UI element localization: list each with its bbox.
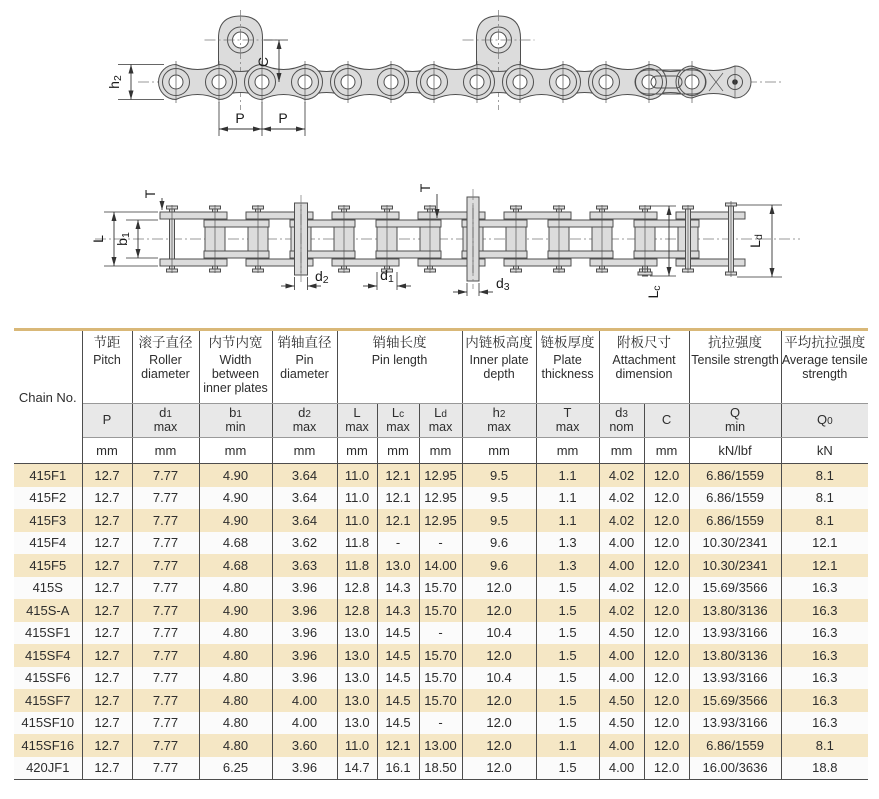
value-cell: 12.95 [419,464,462,487]
value-cell: 4.80 [199,577,272,600]
value-cell: 1.1 [536,464,599,487]
value-cell: 12.7 [82,712,132,735]
page [0,2,879,799]
value-cell: 16.3 [781,712,868,735]
value-cell: 3.60 [272,734,337,757]
value-cell: 4.50 [599,622,644,645]
value-cell: 4.80 [199,734,272,757]
chain-no-cell: 415SF10 [14,712,82,735]
value-cell: 12.7 [82,532,132,555]
value-cell: 12.1 [377,464,419,487]
group-label-zh: 销轴直径 [277,335,332,350]
value-cell: 15.70 [419,599,462,622]
value-cell: 8.1 [781,734,868,757]
value-cell: 12.0 [462,577,536,600]
value-cell: 12.0 [462,689,536,712]
group-label-zh: 节距 [93,335,121,350]
value-cell: 12.0 [644,599,689,622]
group-label-zh: 内链板高度 [465,335,533,350]
dim-label-d3: d3 [496,275,510,293]
value-cell: 1.5 [536,712,599,735]
value-cell: 4.68 [199,554,272,577]
value-cell: 14.5 [377,644,419,667]
plan-view-diagram [0,168,879,318]
group-label-en: Pin length [371,353,428,367]
value-cell: 4.80 [199,689,272,712]
value-cell: 11.0 [337,734,377,757]
value-cell: 16.1 [377,757,419,780]
value-cell: 4.80 [199,622,272,645]
value-cell: 4.02 [599,599,644,622]
value-cell: 7.77 [132,667,199,690]
value-cell: 3.96 [272,644,337,667]
value-cell: 9.5 [462,464,536,487]
value-cell: 13.0 [337,622,377,645]
group-label-en: Tensile strength [691,353,779,367]
value-cell: 7.77 [132,644,199,667]
chain-no-cell: 415S-A [14,599,82,622]
value-cell: 1.5 [536,689,599,712]
column-unit: mm [462,438,536,464]
value-cell: 12.7 [82,734,132,757]
column-unit: mm [419,438,462,464]
chain-no-cell: 415F2 [14,487,82,510]
value-cell: 12.0 [644,622,689,645]
value-cell: 3.63 [272,554,337,577]
table-row [14,509,868,532]
dim-label-c: C [255,56,271,68]
column-group [689,330,781,404]
value-cell: 6.86/1559 [689,734,781,757]
header-symbol-row [14,404,868,438]
column-symbol: Lc max [377,404,419,438]
column-unit: mm [199,438,272,464]
value-cell: 12.7 [82,599,132,622]
value-cell: 12.1 [377,487,419,510]
value-cell: 12.7 [82,509,132,532]
chain-no-cell: 415F3 [14,509,82,532]
value-cell: 16.3 [781,622,868,645]
column-unit: mm [599,438,644,464]
group-label-en: Attachment dimension [612,353,676,381]
value-cell: 1.1 [536,734,599,757]
value-cell: 12.0 [644,689,689,712]
dim-label-t2: T [417,183,433,193]
value-cell: 15.70 [419,667,462,690]
value-cell: 16.3 [781,667,868,690]
value-cell: 12.7 [82,487,132,510]
value-cell: 16.3 [781,689,868,712]
column-symbol: C [644,404,689,438]
value-cell: 12.0 [644,644,689,667]
value-cell: 7.77 [132,622,199,645]
value-cell: - [419,532,462,555]
value-cell: 13.0 [337,712,377,735]
column-group [272,330,337,404]
value-cell: 14.5 [377,622,419,645]
value-cell: 4.00 [599,554,644,577]
column-group [199,330,272,404]
dim-label-l: L [90,235,106,243]
value-cell: 3.96 [272,599,337,622]
column-group [337,330,462,404]
value-cell: 4.90 [199,487,272,510]
value-cell: 4.68 [199,532,272,555]
column-symbol: P [82,404,132,438]
side-view-diagram [0,2,879,162]
value-cell: 10.30/2341 [689,532,781,555]
value-cell: 16.3 [781,577,868,600]
value-cell: - [419,712,462,735]
column-unit: mm [132,438,199,464]
table-body [14,464,868,780]
chain-no-cell: 415SF4 [14,644,82,667]
value-cell: 7.77 [132,712,199,735]
value-cell: 4.00 [272,712,337,735]
value-cell: 4.80 [199,644,272,667]
value-cell: 7.77 [132,509,199,532]
spec-table [14,328,868,780]
group-label-en: Inner plate depth [469,353,529,381]
value-cell: 12.7 [82,757,132,780]
column-unit: mm [82,438,132,464]
value-cell: 9.5 [462,509,536,532]
column-symbol: d2 max [272,404,337,438]
dim-label-p2: P [278,110,288,126]
value-cell: 12.7 [82,689,132,712]
value-cell: 12.95 [419,487,462,510]
table-row [14,712,868,735]
column-group [132,330,199,404]
value-cell: 1.5 [536,599,599,622]
group-label-en: Plate thickness [541,353,594,381]
value-cell: 3.64 [272,464,337,487]
value-cell: 6.86/1559 [689,487,781,510]
value-cell: 12.0 [644,734,689,757]
value-cell: 12.1 [377,734,419,757]
value-cell: 4.00 [599,532,644,555]
value-cell: 12.0 [462,599,536,622]
column-unit: kN/lbf [689,438,781,464]
table-row [14,667,868,690]
value-cell: 18.8 [781,757,868,780]
group-label-en: Width between inner plates [203,353,268,395]
group-label-zh: 平均抗拉强度 [784,335,866,350]
value-cell: 4.00 [599,667,644,690]
value-cell: 8.1 [781,464,868,487]
column-symbol: L max [337,404,377,438]
column-symbol: Q0 [781,404,868,438]
value-cell: 7.77 [132,757,199,780]
value-cell: 15.70 [419,644,462,667]
chain-no-cell: 415S [14,577,82,600]
value-cell: 9.6 [462,532,536,555]
table-row [14,577,868,600]
value-cell: 13.80/3136 [689,644,781,667]
value-cell: 4.80 [199,712,272,735]
value-cell: 15.69/3566 [689,689,781,712]
value-cell: 12.1 [781,532,868,555]
column-symbol: T max [536,404,599,438]
value-cell: 11.8 [337,532,377,555]
column-group [536,330,599,404]
group-label-zh: 抗拉强度 [708,335,763,350]
value-cell: 16.00/3636 [689,757,781,780]
value-cell: 12.0 [462,734,536,757]
table-row [14,487,868,510]
value-cell: 8.1 [781,509,868,532]
chain-no-cell: 415F1 [14,464,82,487]
value-cell: 4.02 [599,509,644,532]
value-cell: 15.70 [419,577,462,600]
value-cell: 4.02 [599,577,644,600]
table-row [14,464,868,487]
value-cell: 7.77 [132,577,199,600]
value-cell: 4.50 [599,689,644,712]
value-cell: 3.96 [272,667,337,690]
value-cell: 13.0 [337,667,377,690]
value-cell: 7.77 [132,734,199,757]
value-cell: 4.00 [599,644,644,667]
column-symbol: h2 max [462,404,536,438]
value-cell: 12.95 [419,509,462,532]
value-cell: 14.5 [377,712,419,735]
value-cell: 11.0 [337,487,377,510]
value-cell: 10.4 [462,622,536,645]
value-cell: 9.5 [462,487,536,510]
value-cell: 1.5 [536,667,599,690]
value-cell: 1.5 [536,577,599,600]
value-cell: 13.93/3166 [689,622,781,645]
dim-label-b1: b1 [114,232,132,246]
value-cell: 18.50 [419,757,462,780]
value-cell: 12.7 [82,644,132,667]
group-label-zh: 销轴长度 [372,335,427,350]
value-cell: 12.0 [644,487,689,510]
chain-no-cell: 420JF1 [14,757,82,780]
value-cell: 7.77 [132,532,199,555]
value-cell: 1.1 [536,487,599,510]
value-cell: 3.96 [272,757,337,780]
value-cell: 11.0 [337,464,377,487]
value-cell: 4.00 [272,689,337,712]
value-cell: 4.90 [199,464,272,487]
table-row [14,554,868,577]
value-cell: 14.3 [377,599,419,622]
group-label-zh: 链板厚度 [540,335,595,350]
value-cell: 1.5 [536,757,599,780]
value-cell: 13.0 [377,554,419,577]
column-unit: mm [377,438,419,464]
table-row [14,644,868,667]
value-cell: 13.00 [419,734,462,757]
value-cell: 4.80 [199,667,272,690]
value-cell: 12.8 [337,599,377,622]
value-cell: 13.0 [337,689,377,712]
value-cell: 3.64 [272,509,337,532]
column-group [781,330,868,404]
value-cell: 4.02 [599,464,644,487]
group-label-zh: 内节内宽 [208,335,263,350]
value-cell: 12.0 [644,464,689,487]
group-label-en: Pin diameter [280,353,329,381]
column-group [462,330,536,404]
group-label-zh: 附板尺寸 [617,335,672,350]
value-cell: 12.0 [644,509,689,532]
value-cell: 3.96 [272,577,337,600]
table-row [14,757,868,780]
column-symbol: b1 min [199,404,272,438]
value-cell: 1.5 [536,622,599,645]
value-cell: - [419,622,462,645]
chain-side-view [159,10,752,110]
value-cell: 10.30/2341 [689,554,781,577]
value-cell: 10.4 [462,667,536,690]
value-cell: 6.25 [199,757,272,780]
column-group [82,330,132,404]
table-row [14,622,868,645]
column-unit: mm [536,438,599,464]
dim-label-t1: T [142,189,158,199]
value-cell: 3.62 [272,532,337,555]
value-cell: 1.1 [536,509,599,532]
value-cell: - [377,532,419,555]
value-cell: 12.8 [337,577,377,600]
value-cell: 12.0 [644,554,689,577]
dim-label-lc: Lc [645,285,663,299]
table-row [14,532,868,555]
value-cell: 13.93/3166 [689,667,781,690]
value-cell: 6.86/1559 [689,464,781,487]
value-cell: 15.69/3566 [689,577,781,600]
group-label-en: Pitch [93,353,121,367]
value-cell: 7.77 [132,554,199,577]
dim-label-p1: P [235,110,245,126]
chain-no-cell: 415F5 [14,554,82,577]
dim-label-h2: h2 [106,75,124,89]
value-cell: 4.50 [599,712,644,735]
value-cell: 3.64 [272,487,337,510]
table-row [14,599,868,622]
value-cell: 12.1 [377,509,419,532]
corner-chain-no: Chain No. [14,330,82,464]
value-cell: 4.02 [599,487,644,510]
group-label-zh: 滚子直径 [138,335,193,350]
value-cell: 12.0 [644,757,689,780]
dim-label-d2: d2 [315,268,329,286]
group-label-en: Average tensile strength [781,353,868,381]
value-cell: 6.86/1559 [689,509,781,532]
value-cell: 12.7 [82,667,132,690]
dim-label-d1: d1 [380,267,394,285]
value-cell: 15.70 [419,689,462,712]
value-cell: 7.77 [132,464,199,487]
value-cell: 13.80/3136 [689,599,781,622]
value-cell: 13.93/3166 [689,712,781,735]
value-cell: 14.3 [377,577,419,600]
value-cell: 14.7 [337,757,377,780]
value-cell: 12.0 [462,712,536,735]
column-symbol: d1 max [132,404,199,438]
value-cell: 7.77 [132,689,199,712]
value-cell: 14.00 [419,554,462,577]
value-cell: 1.5 [536,644,599,667]
value-cell: 4.00 [599,734,644,757]
value-cell: 12.0 [644,667,689,690]
value-cell: 12.0 [644,577,689,600]
column-unit: mm [644,438,689,464]
value-cell: 12.7 [82,622,132,645]
value-cell: 12.7 [82,464,132,487]
value-cell: 7.77 [132,599,199,622]
table-header [14,330,868,464]
dim-label-ld: Ld [747,234,765,248]
value-cell: 12.0 [462,644,536,667]
value-cell: 14.5 [377,667,419,690]
value-cell: 8.1 [781,487,868,510]
value-cell: 1.3 [536,554,599,577]
value-cell: 12.7 [82,554,132,577]
table-row [14,734,868,757]
column-unit: mm [272,438,337,464]
value-cell: 16.3 [781,644,868,667]
column-unit: kN [781,438,868,464]
column-unit: mm [337,438,377,464]
value-cell: 4.90 [199,599,272,622]
column-symbol: Ld max [419,404,462,438]
chain-no-cell: 415SF6 [14,667,82,690]
column-symbol: Q min [689,404,781,438]
header-unit-row [14,438,868,464]
column-group [599,330,689,404]
value-cell: 12.0 [644,712,689,735]
chain-no-cell: 415F4 [14,532,82,555]
chain-no-cell: 415SF1 [14,622,82,645]
value-cell: 12.0 [462,757,536,780]
chain-no-cell: 415SF7 [14,689,82,712]
value-cell: 4.00 [599,757,644,780]
group-label-en: Roller diameter [141,353,190,381]
value-cell: 3.96 [272,622,337,645]
value-cell: 1.3 [536,532,599,555]
value-cell: 7.77 [132,487,199,510]
value-cell: 11.0 [337,509,377,532]
value-cell: 4.90 [199,509,272,532]
value-cell: 12.1 [781,554,868,577]
value-cell: 14.5 [377,689,419,712]
value-cell: 11.8 [337,554,377,577]
value-cell: 13.0 [337,644,377,667]
value-cell: 12.0 [644,532,689,555]
table-row [14,689,868,712]
header-group-row [14,330,868,404]
value-cell: 12.7 [82,577,132,600]
value-cell: 9.6 [462,554,536,577]
column-symbol: d3 nom [599,404,644,438]
value-cell: 16.3 [781,599,868,622]
chain-no-cell: 415SF16 [14,734,82,757]
